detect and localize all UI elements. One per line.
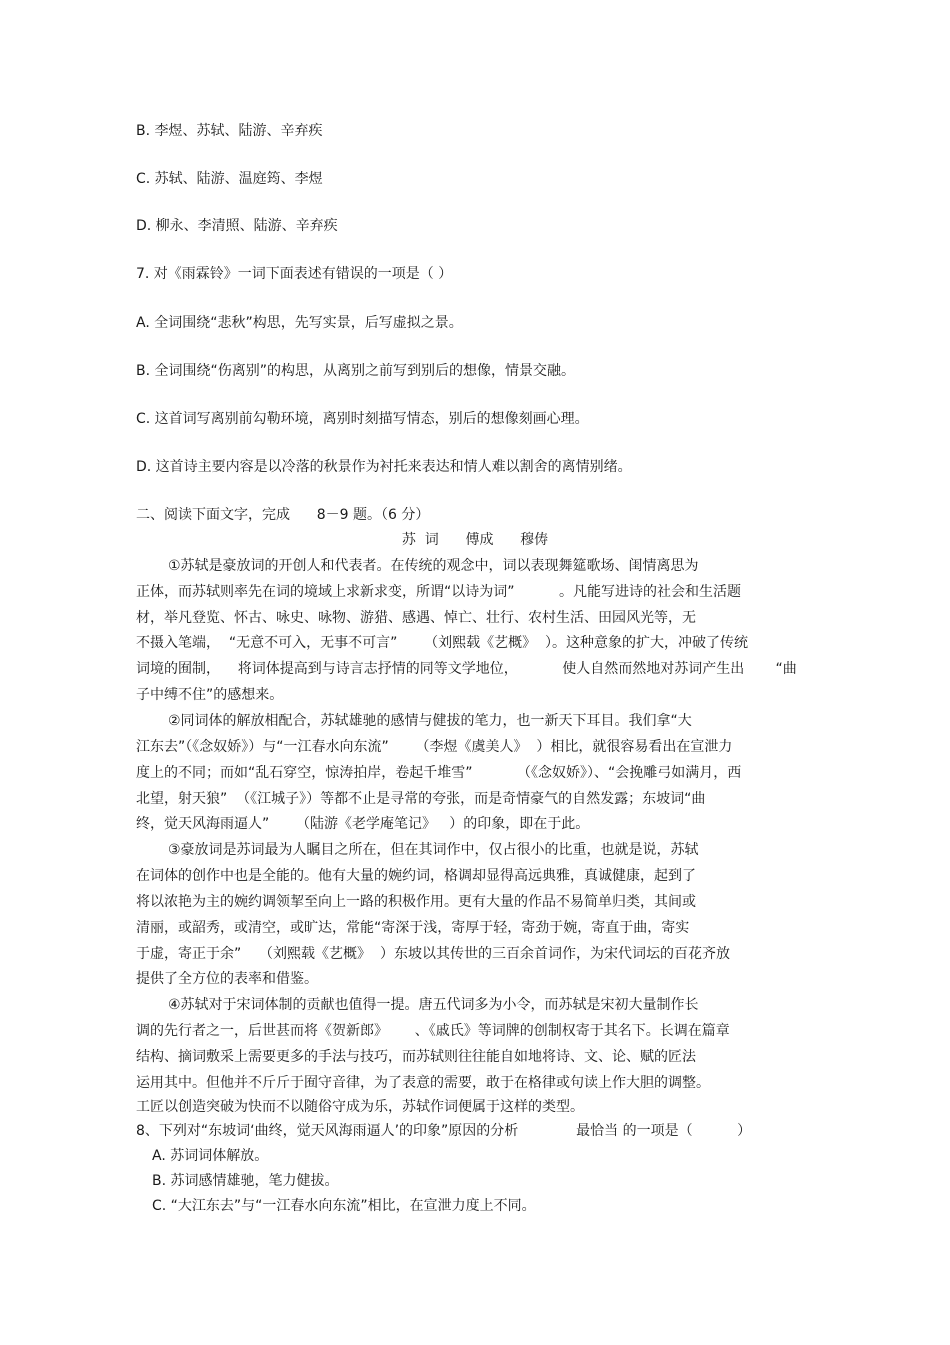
- article-title: 苏 词 傅成 穆俦: [401, 532, 549, 548]
- q8-stem: 8、下列对“东坡词‘曲终，觉天风海雨逼人’的印象”原因的分析 最恰当 的一项是（ ）: [136, 1123, 752, 1139]
- paragraph-4-line: 运用其中。但他并不斤斤于囿守音律，为了表意的需要，敢于在格律或句读上作大胆的调整。: [136, 1075, 710, 1091]
- paragraph-2-line: 北望，射天狼” （《江城子》）等都不止是寻常的夸张，而是奇情豪气的自然发露；东坡词“曲: [136, 791, 706, 807]
- q6-option-c: C. 苏轼、陆游、温庭筠、李煜: [136, 171, 323, 187]
- paragraph-1-line: ①苏轼是豪放词的开创人和代表者。在传统的观念中，词以表现舞筵歌场、闺情离思为: [168, 558, 699, 574]
- paragraph-3-line: 清丽，或韶秀，或清空，或旷达，常能“寄深于浅，寄厚于轻，寄劲于婉，寄直于曲，寄实: [136, 920, 690, 936]
- paragraph-2-line: 江东去”（《念奴娇》）与“一江春水向东流” （李煜《虞美人》 ）相比，就很容易看出在宣泄力: [136, 739, 733, 755]
- q7-option-a: A. 全词围绕“悲秋”构思，先写实景，后写虚拟之景。: [136, 315, 463, 331]
- paragraph-3-line: ③豪放词是苏词最为人瞩目之所在，但在其词作中，仅占很小的比重，也就是说，苏轼: [168, 842, 699, 858]
- paragraph-1-line: 不摄入笔端， “无意不可入，无事不可言” （刘熙载《艺概》 ）。这种意象的扩大，冲破了传统: [136, 635, 749, 651]
- paragraph-4-line: 调的先行者之一，后世甚而将《贺新郎》 、《戚氏》等词牌的创制权寄于其名下。长调在篇章: [136, 1023, 730, 1039]
- q7-option-d: D. 这首诗主要内容是以冷落的秋景作为衬托来表达和情人难以割舍的离情别绪。: [136, 459, 632, 475]
- paragraph-3-line: 于虚，寄正于余” （刘熙载《艺概》 ）东坡以其传世的三百余首词作，为宋代词坛的百花齐放: [136, 946, 730, 962]
- q7-option-b: B. 全词围绕“伤离别”的构思，从离别之前写到别后的想像，情景交融。: [136, 363, 576, 379]
- paragraph-3-line: 提供了全方位的表率和借鉴。: [136, 971, 318, 987]
- paragraph-2-line: 度上的不同；而如“乱石穿空，惊涛拍岸，卷起千堆雪” （《念奴娇》）、“会挽雕弓如满月，西: [136, 765, 742, 781]
- q7-option-c: C. 这首词写离别前勾勒环境，离别时刻描写情态，别后的想像刻画心理。: [136, 411, 589, 427]
- paragraph-1-line: 正体，而苏轼则率先在词的境域上求新求变，所谓“以诗为词” 。凡能写进诗的社会和生活题: [136, 584, 742, 600]
- q7-stem: 7. 对《雨霖铃》一词下面表述有错误的一项是（ ）: [136, 266, 453, 282]
- paragraph-4-line: 结构、摘词敷采上需要更多的手法与技巧，而苏轼则往往能自如地将诗、文、论、赋的匠法: [136, 1049, 696, 1065]
- paragraph-3-line: 在词体的创作中也是全能的。他有大量的婉约词，格调却显得高远典雅，真诚健康，起到了: [136, 868, 696, 884]
- section-heading: 二、阅读下面文字，完成 8－9 题。（6 分）: [136, 507, 430, 523]
- paragraph-4-line: 工匠以创造突破为快而不以随俗守成为乐，苏轼作词便属于这样的类型。: [136, 1099, 584, 1115]
- q8-option-b: B. 苏词感情雄驰，笔力健拔。: [152, 1173, 339, 1189]
- q8-option-c: C. “大江东去”与“一江春水向东流”相比，在宣泄力度上不同。: [152, 1198, 536, 1214]
- paragraph-1-line: 词境的囿制， 将词体提高到与诗言志抒情的同等文学地位， 使人自然而然地对苏词产生出 “曲: [136, 661, 797, 677]
- paragraph-2-line: 终，觉天风海雨逼人” （陆游《老学庵笔记》 ）的印象，即在于此。: [136, 816, 590, 832]
- paragraph-4-line: ④苏轼对于宋词体制的贡献也值得一提。唐五代词多为小令，而苏轼是宋初大量制作长: [168, 997, 699, 1013]
- q6-option-d: D. 柳永、李清照、陆游、辛弃疾: [136, 218, 338, 234]
- paragraph-3-line: 将以浓艳为主的婉约调领挈至向上一路的积极作用。更有大量的作品不易简单归类，其间或: [136, 894, 696, 910]
- paragraph-2-line: ②同词体的解放相配合，苏轼雄驰的感情与健拔的笔力，也一新天下耳目。我们拿“大: [168, 713, 692, 729]
- paragraph-1-line: 子中缚不住”的感想来。: [136, 687, 284, 703]
- q8-option-a: A. 苏词词体解放。: [152, 1148, 269, 1164]
- paragraph-1-line: 材，举凡登览、怀古、咏史、咏物、游猎、感遇、悼亡、壮行、农村生活、田园风光等，无: [136, 610, 696, 626]
- q6-option-b: B. 李煜、苏轼、陆游、辛弃疾: [136, 123, 323, 139]
